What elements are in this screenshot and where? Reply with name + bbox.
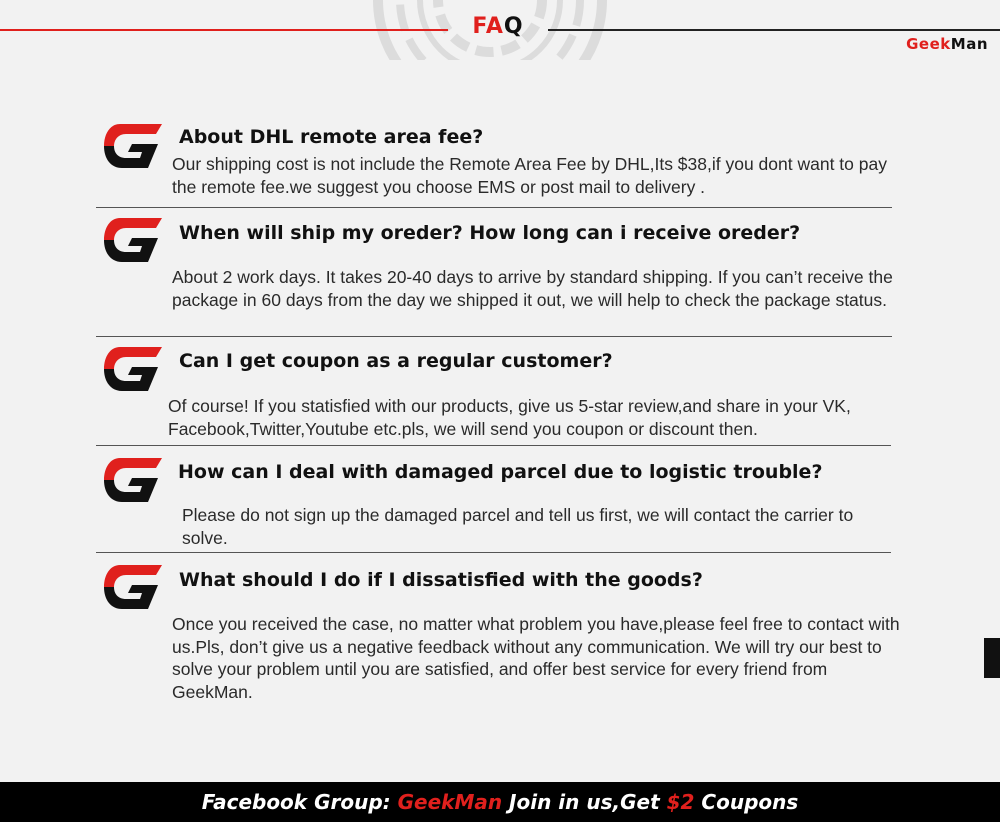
faq-item-dissatisfied	[96, 553, 900, 713]
geekman-g-logo-icon	[102, 563, 162, 611]
banner-coupon-amount: $2	[666, 790, 695, 814]
side-tab[interactable]	[984, 638, 1000, 678]
faq-question: When will ship my oreder? How long can i receive oreder?	[179, 222, 801, 244]
faq-item-shipping-time	[96, 208, 892, 337]
faq-question: How can I deal with damaged parcel due to logistic trouble?	[178, 461, 823, 483]
faq-answer: Once you received the case, no matter what problem you have,please feel free to contact with us.Pls, don’t give us a negative feedback without any communication. We will try our best to solve your problem until you are satisfied, and offer best service for every friend from GeekMan.	[172, 614, 900, 702]
title-q: Q	[503, 14, 524, 39]
brand-man: Man	[950, 35, 988, 53]
faq-answer: Of course! If you statisfied with our products, give us 5-star review,and share in your VK, Facebook,Twitter,Youtube etc.pls, we will send you coupon or discount then.	[168, 396, 851, 439]
geekman-g-logo-icon	[102, 216, 162, 264]
faq-question: About DHL remote area fee?	[179, 126, 484, 148]
header-rule-left	[0, 29, 448, 31]
faq-answer: Our shipping cost is not include the Remote Area Fee by DHL,Its $38,if you dont want to pay the remote fee.we suggest you choose EMS or post mail to delivery .	[172, 154, 887, 197]
geekman-g-logo-icon	[102, 456, 162, 504]
header-rule-right	[548, 29, 1000, 31]
page-header	[0, 0, 1000, 60]
banner-text-1: Facebook Group:	[201, 790, 398, 814]
faq-question: Can I get coupon as a regular customer?	[179, 350, 613, 372]
brand-geek: Geek	[906, 35, 951, 53]
brand-logo	[906, 35, 988, 53]
geekman-g-logo-icon	[102, 122, 162, 170]
banner-text-3: Coupons	[694, 790, 799, 814]
facebook-group-banner[interactable]	[0, 782, 1000, 822]
geekman-g-logo-icon	[102, 345, 162, 393]
banner-text-2: Join in us,Get	[502, 790, 667, 814]
faq-question: What should I do if I dissatisfied with the goods?	[179, 569, 703, 591]
faq-answer: Please do not sign up the damaged parcel and tell us first, we will contact the carrier to solve.	[182, 505, 854, 548]
page-title	[448, 14, 548, 39]
title-fa: FA	[472, 14, 504, 39]
faq-item-coupon	[96, 337, 891, 446]
faq-answer: About 2 work days. It takes 20-40 days to arrive by standard shipping. If you can’t receive the package in 60 days from the day we shipped it out, we will help to check the package status.	[172, 267, 893, 310]
faq-item-damaged-parcel	[96, 446, 891, 553]
faq-item-dhl-fee	[96, 118, 892, 208]
banner-group-name: GeekMan	[397, 790, 503, 814]
